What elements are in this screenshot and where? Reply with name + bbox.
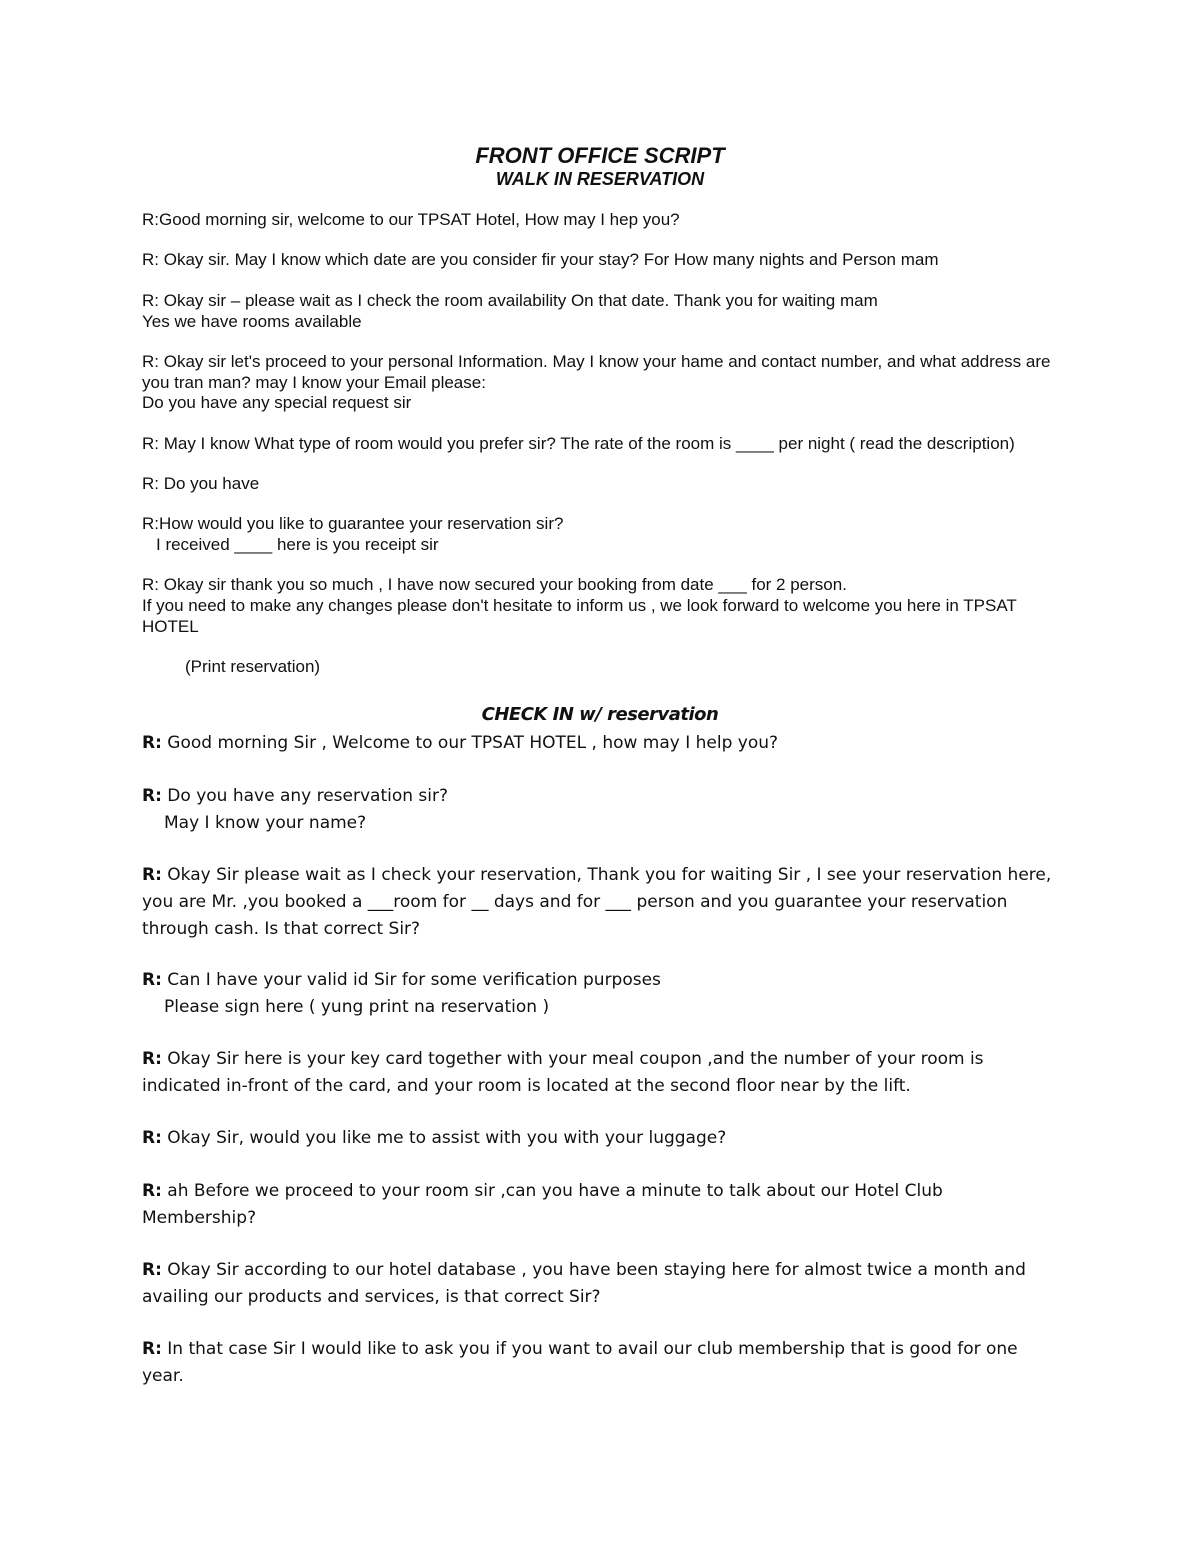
script-line: R: Okay sir. May I know which date are you consider fir your stay? For How many nights and Person mam	[142, 250, 939, 269]
script-line: R: May I know What type of room would you prefer sir? The rate of the room is ____ per night ( read the description)	[142, 434, 1015, 453]
script-line: May I know your name?	[164, 813, 367, 833]
script-line: R: Can I have your valid id Sir for some verification purposes	[142, 970, 661, 990]
speaker-label: R:	[142, 1128, 162, 1148]
section-title-check-in: CHECK IN w/ reservation	[481, 704, 719, 725]
script-line: Yes we have rooms available	[142, 312, 362, 331]
script-line: R: In that case Sir I would like to ask you if you want to avail our club membership that is good for one year.	[142, 1339, 1024, 1386]
speaker-label: R:	[142, 865, 162, 885]
script-line: R: Okay Sir here is your key card together with your meal coupon ,and the number of your room is indicated in-front of the card, and your room is located at the second floor near by the lift.	[142, 1049, 989, 1096]
speaker-label: R:	[142, 786, 162, 806]
script-line: Please sign here ( yung print na reservation )	[164, 997, 550, 1017]
speaker-label: R:	[142, 1339, 162, 1359]
speaker-label: R:	[142, 1260, 162, 1280]
script-line: R: Okay Sir, would you like me to assist with you with your luggage?	[142, 1128, 727, 1148]
speaker-label: R:	[142, 970, 162, 990]
script-line: Do you have any special request sir	[142, 393, 412, 412]
script-line: R: Okay Sir according to our hotel database , you have been staying here for almost twice a month and availing our products and services, is that correct Sir?	[142, 1260, 1032, 1307]
speaker-label: R:	[142, 1049, 162, 1069]
script-line: R: Okay sir thank you so much , I have now secured your booking from date ___ for 2 person.	[142, 575, 847, 594]
script-line: R:Good morning sir, welcome to our TPSAT Hotel, How may I hep you?	[142, 210, 680, 229]
script-line: R: Okay sir – please wait as I check the room availability On that date. Thank you for waiting mam	[142, 291, 878, 310]
script-line: If you need to make any changes please don't hesitate to inform us , we look forward to welcome you here in TPSAT HOTEL	[142, 596, 1022, 636]
script-line: R: Do you have	[142, 474, 260, 493]
speaker-label: R:	[142, 1181, 162, 1201]
print-note: (Print reservation)	[185, 657, 321, 676]
script-line: R: ah Before we proceed to your room sir ,can you have a minute to talk about our Hotel Club Membership?	[142, 1181, 949, 1228]
script-line: R: Okay sir let's proceed to your personal Information. May I know your hame and contact number, and what address are you tran man? may I know your Email please:	[142, 352, 1056, 392]
script-line: I received ____ here is you receipt sir	[156, 535, 439, 554]
script-line: R: Do you have any reservation sir?	[142, 786, 449, 806]
script-line: R:How would you like to guarantee your reservation sir?	[142, 514, 564, 533]
script-line: R: Okay Sir please wait as I check your reservation, Thank you for waiting Sir , I see your reservation here, you are Mr. ,you booked a ___room for __ days and for ___ person and you guarantee your reservation through cash. Is that correct Sir?	[142, 865, 1057, 939]
script-line: R: Good morning Sir , Welcome to our TPSAT HOTEL , how may I help you?	[142, 733, 779, 753]
document-title: FRONT OFFICE SCRIPT	[475, 143, 725, 168]
speaker-label: R:	[142, 733, 162, 753]
section-title-walk-in: WALK IN RESERVATION	[495, 169, 705, 189]
